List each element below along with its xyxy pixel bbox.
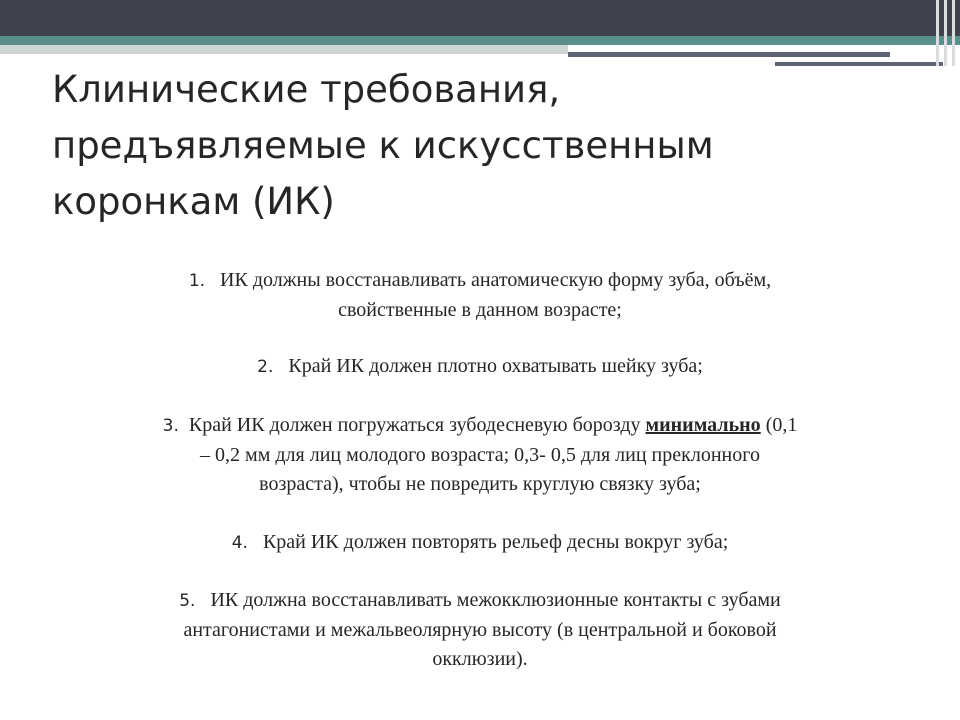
- item-number: 2.: [257, 357, 274, 377]
- header-light-strip: [0, 45, 568, 54]
- list-item: [40, 586, 920, 674]
- list-item: [40, 352, 920, 382]
- item-line: [40, 352, 920, 382]
- header-accent-line: [568, 52, 890, 57]
- item-number: 5.: [179, 591, 196, 611]
- item-number: 3.: [162, 416, 179, 436]
- item-number: 1.: [188, 271, 206, 291]
- item-text: Край ИК должен погружаться зубодесневую борозду: [188, 414, 646, 436]
- item-text: Край ИК должен плотно охватывать шейку зуба;: [288, 355, 703, 377]
- item-line: [40, 586, 920, 616]
- title-line: коронкам (ИК): [52, 180, 335, 223]
- item-line: [40, 266, 920, 296]
- item-text: Край ИК должен повторять рельеф десны вокруг зуба;: [262, 531, 729, 553]
- emphasis-text: минимально: [645, 414, 761, 436]
- header-teal-strip: [0, 36, 960, 45]
- item-line: [40, 411, 920, 441]
- corner-decoration: [932, 0, 960, 66]
- item-text: (0,1: [760, 414, 798, 436]
- title-line: Клинические требования,: [52, 68, 561, 111]
- list-item: [40, 411, 920, 499]
- list-item: [40, 528, 920, 558]
- item-text: ИК должна восстанавливать межокклюзионные контакты с зубами: [210, 589, 781, 611]
- item-text: антагонистами и межальвеолярную высоту (в центральной и боковой: [183, 619, 777, 641]
- item-text: окклюзии).: [432, 648, 528, 670]
- item-text: возраста), чтобы не повредить круглую связку зуба;: [259, 473, 701, 495]
- item-text: – 0,2 мм для лиц молодого возраста; 0,3- 0,5 для лиц преклонного: [200, 444, 760, 466]
- item-number: 4.: [231, 533, 248, 553]
- list-item: [40, 266, 920, 325]
- item-text: свойственные в данном возрасте;: [338, 299, 622, 321]
- header-band: [0, 0, 960, 36]
- item-text: ИК должны восстанавливать анатомическую форму зуба, объём,: [220, 269, 772, 291]
- item-line: [40, 528, 920, 558]
- title-line: предъявляемые к искусственным: [52, 124, 714, 167]
- slide-title: [52, 62, 912, 230]
